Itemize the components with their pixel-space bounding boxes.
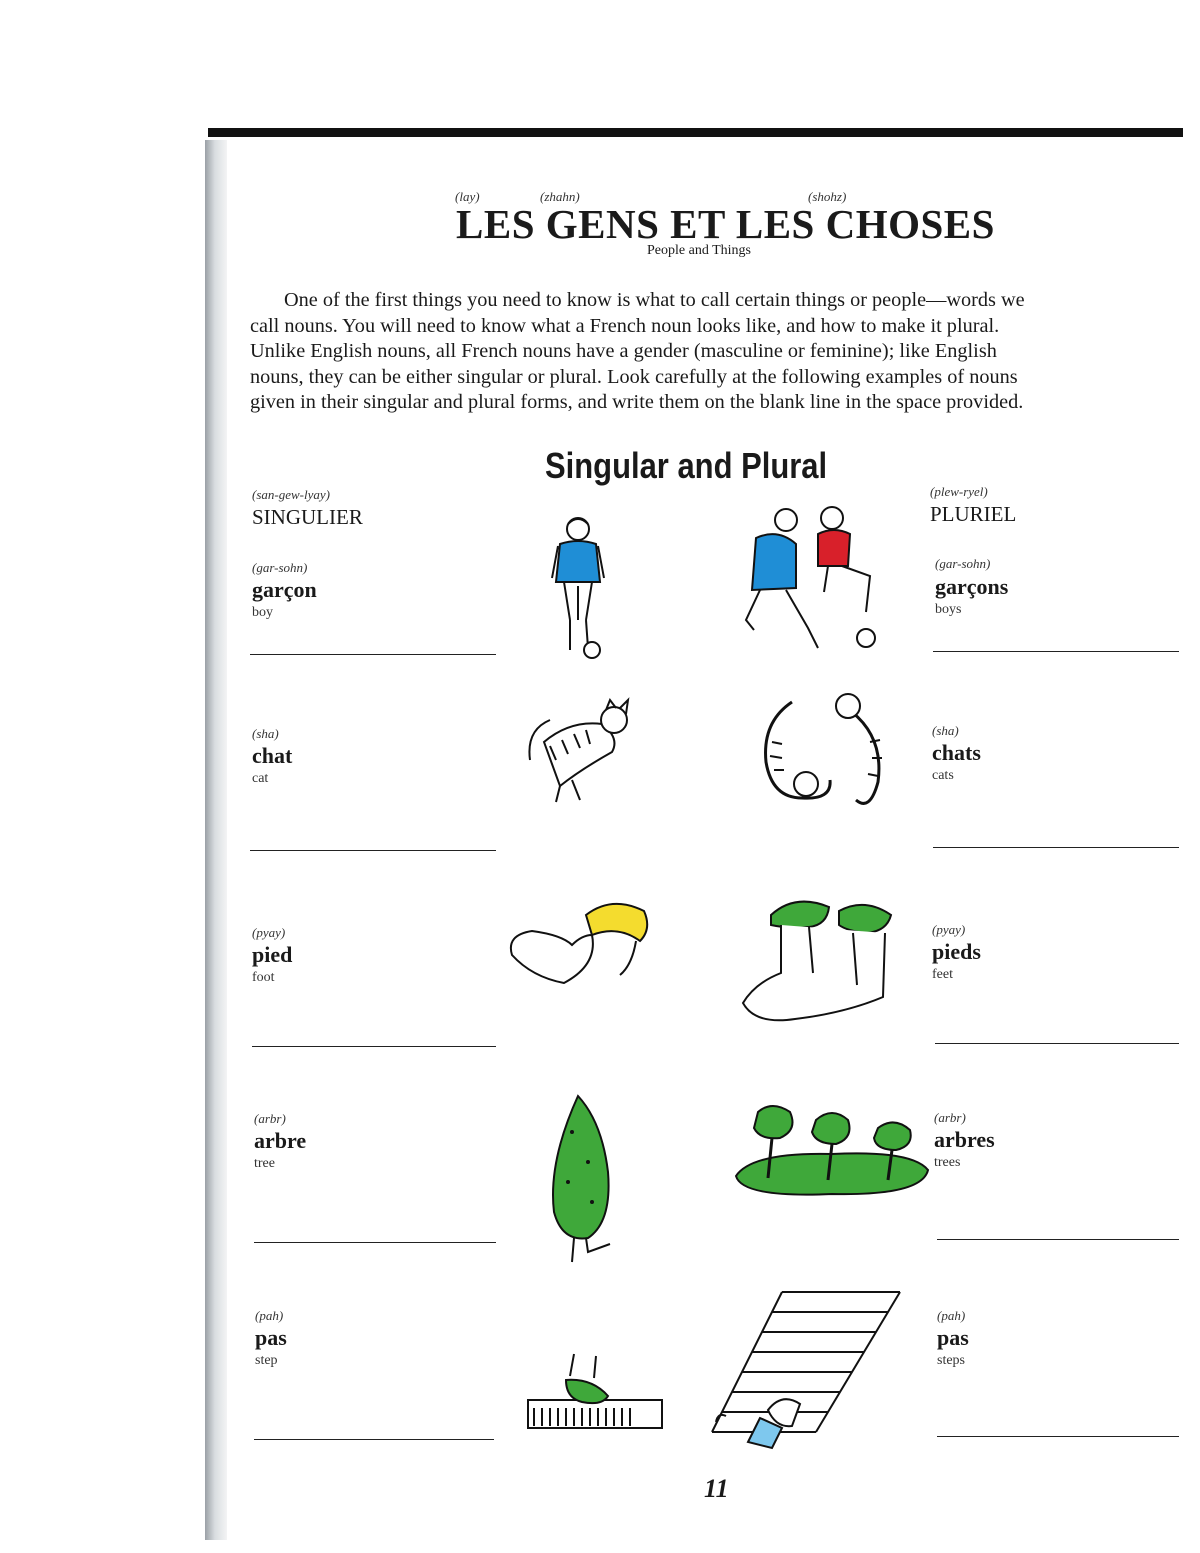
plural-answer-line[interactable]	[933, 651, 1179, 652]
singular-gloss: cat	[252, 771, 269, 786]
plural-pron: (plew-ryel)	[930, 484, 988, 499]
singular-answer-line[interactable]	[254, 1439, 494, 1440]
plural-pron: (pyay)	[932, 922, 966, 937]
singular-word: arbre	[254, 1128, 307, 1153]
plural-pron: (sha)	[932, 723, 959, 738]
stairs-illustration	[712, 1282, 904, 1452]
plural-gloss: boys	[935, 602, 962, 617]
singular-answer-line[interactable]	[250, 850, 496, 851]
plural-word: pieds	[932, 939, 981, 964]
page-number: 11	[704, 1474, 729, 1503]
plural-gloss: trees	[934, 1155, 961, 1170]
cat-illustration	[520, 690, 640, 805]
plural-word: garçons	[935, 574, 1009, 599]
singular-pron: (san-gew-lyay)	[252, 487, 330, 502]
singular-answer-line[interactable]	[252, 1046, 496, 1047]
page-subtitle: People and Things	[647, 243, 751, 258]
singular-column-label: SINGULIER	[252, 505, 363, 529]
singular-gloss: tree	[254, 1156, 275, 1171]
singular-gloss: foot	[252, 970, 275, 985]
plural-gloss: steps	[937, 1353, 965, 1368]
singular-word: garçon	[252, 577, 317, 602]
intro-line: One of the first things you need to know is what to call certain things or people—words we	[284, 289, 1025, 311]
foot-illustration	[502, 895, 652, 990]
trees-illustration	[732, 1100, 932, 1200]
section-title: Singular and Plural	[545, 445, 828, 486]
pron-les: (lay)	[455, 189, 480, 204]
singular-answer-line[interactable]	[250, 654, 496, 655]
singular-word: pied	[252, 942, 293, 967]
singular-pron: (pah)	[255, 1308, 284, 1323]
feet-illustration	[735, 893, 900, 1028]
plural-pron: (pah)	[937, 1308, 966, 1323]
intro-line: call nouns. You will need to know what a French noun looks like, and how to make it plural.	[250, 314, 1000, 337]
plural-answer-line[interactable]	[933, 847, 1179, 848]
plural-answer-line[interactable]	[937, 1436, 1179, 1437]
plural-column-label: PLURIEL	[930, 502, 1017, 526]
singular-pron: (sha)	[252, 726, 279, 741]
plural-answer-line[interactable]	[937, 1239, 1179, 1240]
step-illustration	[522, 1350, 672, 1442]
intro-line: Unlike English nouns, all French nouns have a gender (masculine or feminine); like English	[250, 340, 997, 363]
singular-pron: (pyay)	[252, 925, 286, 940]
plural-pron: (gar-sohn)	[935, 556, 991, 571]
singular-answer-line[interactable]	[254, 1242, 496, 1243]
singular-word: pas	[255, 1325, 287, 1350]
intro-paragraph	[250, 288, 1175, 416]
plural-answer-line[interactable]	[935, 1043, 1179, 1044]
page-title: LES GENS ET LES CHOSES	[456, 201, 995, 247]
plural-gloss: cats	[932, 768, 954, 783]
plural-pron: (arbr)	[934, 1110, 966, 1125]
pron-choses: (shohz)	[808, 189, 847, 204]
top-rule	[208, 128, 1183, 137]
plural-word: pas	[937, 1325, 969, 1350]
boy-illustration	[548, 512, 608, 662]
intro-line: given in their singular and plural forms, and write them on the blank line in the space provided.	[250, 391, 1024, 414]
tree-illustration	[548, 1092, 618, 1264]
plural-word: arbres	[934, 1127, 995, 1152]
boys-playing-illustration	[738, 500, 888, 660]
book-binding-shadow	[205, 140, 227, 1540]
plural-word: chats	[932, 740, 981, 765]
intro-line: nouns, they can be either singular or plural. Look carefully at the following examples of nouns	[250, 365, 1018, 388]
singular-pron: (gar-sohn)	[252, 560, 308, 575]
singular-word: chat	[252, 743, 293, 768]
singular-gloss: boy	[252, 605, 273, 620]
singular-pron: (arbr)	[254, 1111, 286, 1126]
pron-gens: (zhahn)	[540, 189, 580, 204]
plural-gloss: feet	[932, 967, 953, 982]
cats-illustration	[752, 682, 892, 822]
singular-gloss: step	[255, 1353, 278, 1368]
